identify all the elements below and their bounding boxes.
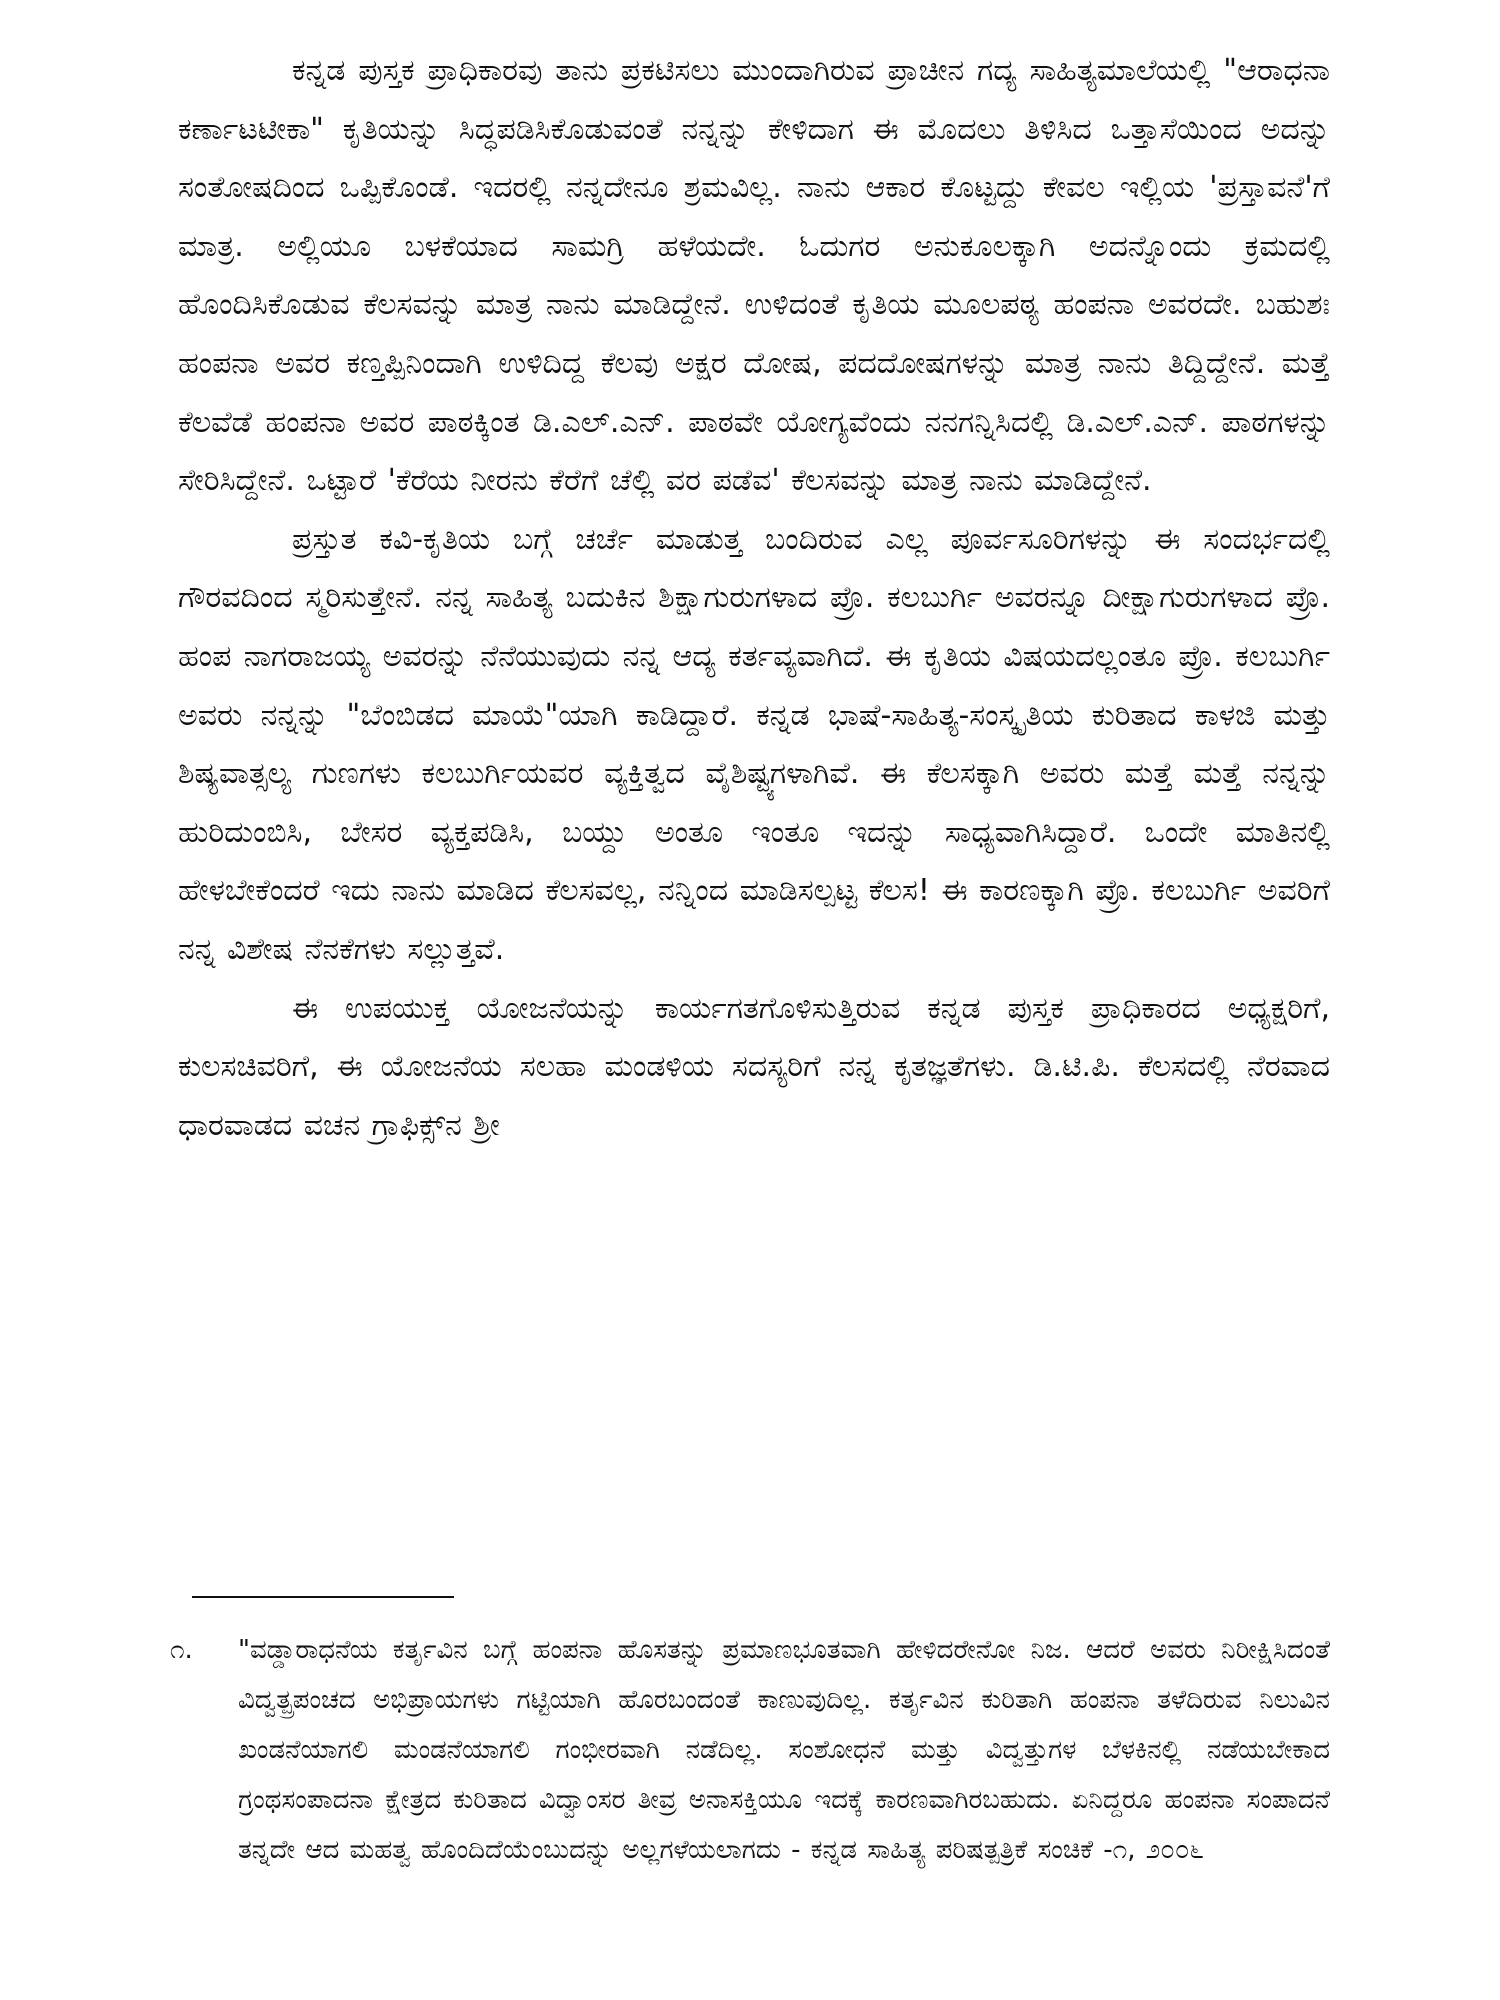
footnote — [170, 1625, 1330, 1875]
body-text — [178, 42, 1330, 1155]
paragraph-2: ಪ್ರಸ್ತುತ ಕವಿ-ಕೃತಿಯ ಬಗ್ಗೆ ಚರ್ಚೆ ಮಾಡುತ್ತ ಬಂದಿರುವ ಎಲ್ಲ ಪೂರ್ವಸೂರಿಗಳನ್ನು ಈ ಸಂದರ್ಭದಲ್ಲಿ ಗೌರವದಿಂದ ಸ್ಮರಿಸುತ್ತೇನೆ. ನನ್ನ ಸಾಹಿತ್ಯ ಬದುಕಿನ ಶಿಕ್ಷಾಗುರುಗಳಾದ ಪ್ರೊ. ಕಲಬುರ್ಗಿ ಅವರನ್ನೂ ದೀಕ್ಷಾಗುರುಗಳಾದ ಪ್ರೊ. ಹಂಪ ನಾಗರಾಜಯ್ಯ ಅವರನ್ನು ನೆನೆಯುವುದು ನನ್ನ ಆದ್ಯ ಕರ್ತವ್ಯವಾಗಿದೆ. ಈ ಕೃತಿಯ ವಿಷಯದಲ್ಲಂತೂ ಪ್ರೊ. ಕಲಬುರ್ಗಿ ಅವರು ನನ್ನನ್ನು "ಬೆಂಬಿಡದ ಮಾಯೆ"ಯಾಗಿ ಕಾಡಿದ್ದಾರೆ. ಕನ್ನಡ ಭಾಷೆ-ಸಾಹಿತ್ಯ-ಸಂಸ್ಕೃತಿಯ ಕುರಿತಾದ ಕಾಳಜಿ ಮತ್ತು ಶಿಷ್ಯವಾತ್ಸಲ್ಯ ಗುಣಗಳು ಕಲಬುರ್ಗಿಯವರ ವ್ಯಕ್ತಿತ್ವದ ವೈಶಿಷ್ಟ್ಯಗಳಾಗಿವೆ. ಈ ಕೆಲಸಕ್ಕಾಗಿ ಅವರು ಮತ್ತೆ ಮತ್ತೆ ನನ್ನನ್ನು ಹುರಿದುಂಬಿಸಿ, ಬೇಸರ ವ್ಯಕ್ತಪಡಿಸಿ, ಬಯ್ದು ಅಂತೂ ಇಂತೂ ಇದನ್ನು ಸಾಧ್ಯವಾಗಿಸಿದ್ದಾರೆ. ಒಂದೇ ಮಾತಿನಲ್ಲಿ ಹೇಳಬೇಕೆಂದರೆ ಇದು ನಾನು ಮಾಡಿದ ಕೆಲಸವಲ್ಲ, ನನ್ನಿಂದ ಮಾಡಿಸಲ್ಪಟ್ಟ ಕೆಲಸ! ಈ ಕಾರಣಕ್ಕಾಗಿ ಪ್ರೊ. ಕಲಬುರ್ಗಿ ಅವರಿಗೆ ನನ್ನ ವಿಶೇಷ ನೆನಕೆಗಳು ಸಲ್ಲುತ್ತವೆ. — [178, 521, 1330, 967]
footnote-separator — [192, 1596, 454, 1598]
footnote-text: "ವಡ್ಡಾರಾಧನೆಯ ಕರ್ತೃವಿನ ಬಗ್ಗೆ ಹಂಪನಾ ಹೊಸತನ್ನು ಪ್ರಮಾಣಭೂತವಾಗಿ ಹೇಳಿದರೇನೋ ನಿಜ. ಆದರೆ ಅವರು ನಿರೀಕ್ಷಿಸಿದಂತೆ ವಿದ್ವತ್ಪ್ರಪಂಚದ ಅಭಿಪ್ರಾಯಗಳು ಗಟ್ಟಿಯಾಗಿ ಹೊರಬಂದಂತೆ ಕಾಣುವುದಿಲ್ಲ. ಕರ್ತೃವಿನ ಕುರಿತಾಗಿ ಹಂಪನಾ ತಳೆದಿರುವ ನಿಲುವಿನ ಖಂಡನೆಯಾಗಲಿ ಮಂಡನೆಯಾಗಲಿ ಗಂಭೀರವಾಗಿ ನಡೆದಿಲ್ಲ. ಸಂಶೋಧನೆ ಮತ್ತು ವಿದ್ವತ್ತುಗಳ ಬೆಳಕಿನಲ್ಲಿ ನಡೆಯಬೇಕಾದ ಗ್ರಂಥಸಂಪಾದನಾ ಕ್ಷೇತ್ರದ ಕುರಿತಾದ ವಿದ್ವಾಂಸರ ತೀವ್ರ ಅನಾಸಕ್ತಿಯೂ ಇದಕ್ಕೆ ಕಾರಣವಾಗಿರಬಹುದು. ಏನಿದ್ದರೂ ಹಂಪನಾ ಸಂಪಾದನೆ ತನ್ನದೇ ಆದ ಮಹತ್ವ ಹೊಂದಿದೆಯೆಂಬುದನ್ನು ಅಲ್ಲಗಳೆಯಲಾಗದು - ಕನ್ನಡ ಸಾಹಿತ್ಯ ಪರಿಷತ್ಪತ್ರಿಕೆ ಸಂಚಿಕೆ -೧, ೨೦೦೬ — [238, 1635, 1330, 1865]
footnote-marker: ೧. — [170, 1635, 193, 1665]
paragraph-3: ಈ ಉಪಯುಕ್ತ ಯೋಜನೆಯನ್ನು ಕಾರ್ಯಗತಗೊಳಿಸುತ್ತಿರುವ ಕನ್ನಡ ಪುಸ್ತಕ ಪ್ರಾಧಿಕಾರದ ಅಧ್ಯಕ್ಷರಿಗೆ, ಕುಲಸಚಿವರಿಗೆ, ಈ ಯೋಜನೆಯ ಸಲಹಾ ಮಂಡಳಿಯ ಸದಸ್ಯರಿಗೆ ನನ್ನ ಕೃತಜ್ಞತೆಗಳು. ಡಿ.ಟಿ.ಪಿ. ಕೆಲಸದಲ್ಲಿ ನೆರವಾದ ಧಾರವಾಡದ ವಚನ ಗ್ರಾಫಿಕ್ಸ್‌ನ ಶ್ರೀ — [178, 990, 1330, 1143]
paragraph-1: ಕನ್ನಡ ಪುಸ್ತಕ ಪ್ರಾಧಿಕಾರವು ತಾನು ಪ್ರಕಟಿಸಲು ಮುಂದಾಗಿರುವ ಪ್ರಾಚೀನ ಗದ್ಯ ಸಾಹಿತ್ಯಮಾಲೆಯಲ್ಲಿ "ಆರಾಧನಾ ಕರ್ಣಾಟಟೀಕಾ" ಕೃತಿಯನ್ನು ಸಿದ್ಧಪಡಿಸಿಕೊಡುವಂತೆ ನನ್ನನ್ನು ಕೇಳಿದಾಗ ಈ ಮೊದಲು ತಿಳಿಸಿದ ಒತ್ತಾಸೆಯಿಂದ ಅದನ್ನು ಸಂತೋಷದಿಂದ ಒಪ್ಪಿಕೊಂಡೆ. ಇದರಲ್ಲಿ ನನ್ನದೇನೂ ಶ್ರಮವಿಲ್ಲ. ನಾನು ಆಕಾರ ಕೊಟ್ಟದ್ದು ಕೇವಲ ಇಲ್ಲಿಯ 'ಪ್ರಸ್ತಾವನೆ'ಗೆ ಮಾತ್ರ. ಅಲ್ಲಿಯೂ ಬಳಕೆಯಾದ ಸಾಮಗ್ರಿ ಹಳೆಯದೇ. ಓದುಗರ ಅನುಕೂಲಕ್ಕಾಗಿ ಅದನ್ನೊಂದು ಕ್ರಮದಲ್ಲಿ ಹೊಂದಿಸಿಕೊಡುವ ಕೆಲಸವನ್ನು ಮಾತ್ರ ನಾನು ಮಾಡಿದ್ದೇನೆ. ಉಳಿದಂತೆ ಕೃತಿಯ ಮೂಲಪಠ್ಯ ಹಂಪನಾ ಅವರದೇ. ಬಹುಶಃ ಹಂಪನಾ ಅವರ ಕಣ್ತಪ್ಪಿನಿಂದಾಗಿ ಉಳಿದಿದ್ದ ಕೆಲವು ಅಕ್ಷರ ದೋಷ, ಪದದೋಷಗಳನ್ನು ಮಾತ್ರ ನಾನು ತಿದ್ದಿದ್ದೇನೆ. ಮತ್ತೆ ಕೆಲವೆಡೆ ಹಂಪನಾ ಅವರ ಪಾಠಕ್ಕಿಂತ ಡಿ.ಎಲ್.ಎನ್. ಪಾಠವೇ ಯೋಗ್ಯವೆಂದು ನನಗನ್ನಿಸಿದಲ್ಲಿ ಡಿ.ಎಲ್.ಎನ್. ಪಾಠಗಳನ್ನು ಸೇರಿಸಿದ್ದೇನೆ. ಒಟ್ಟಾರೆ 'ಕೆರೆಯ ನೀರನು ಕೆರೆಗೆ ಚೆಲ್ಲಿ ವರ ಪಡೆವ' ಕೆಲಸವನ್ನು ಮಾತ್ರ ನಾನು ಮಾಡಿದ್ದೇನೆ. — [178, 53, 1330, 499]
